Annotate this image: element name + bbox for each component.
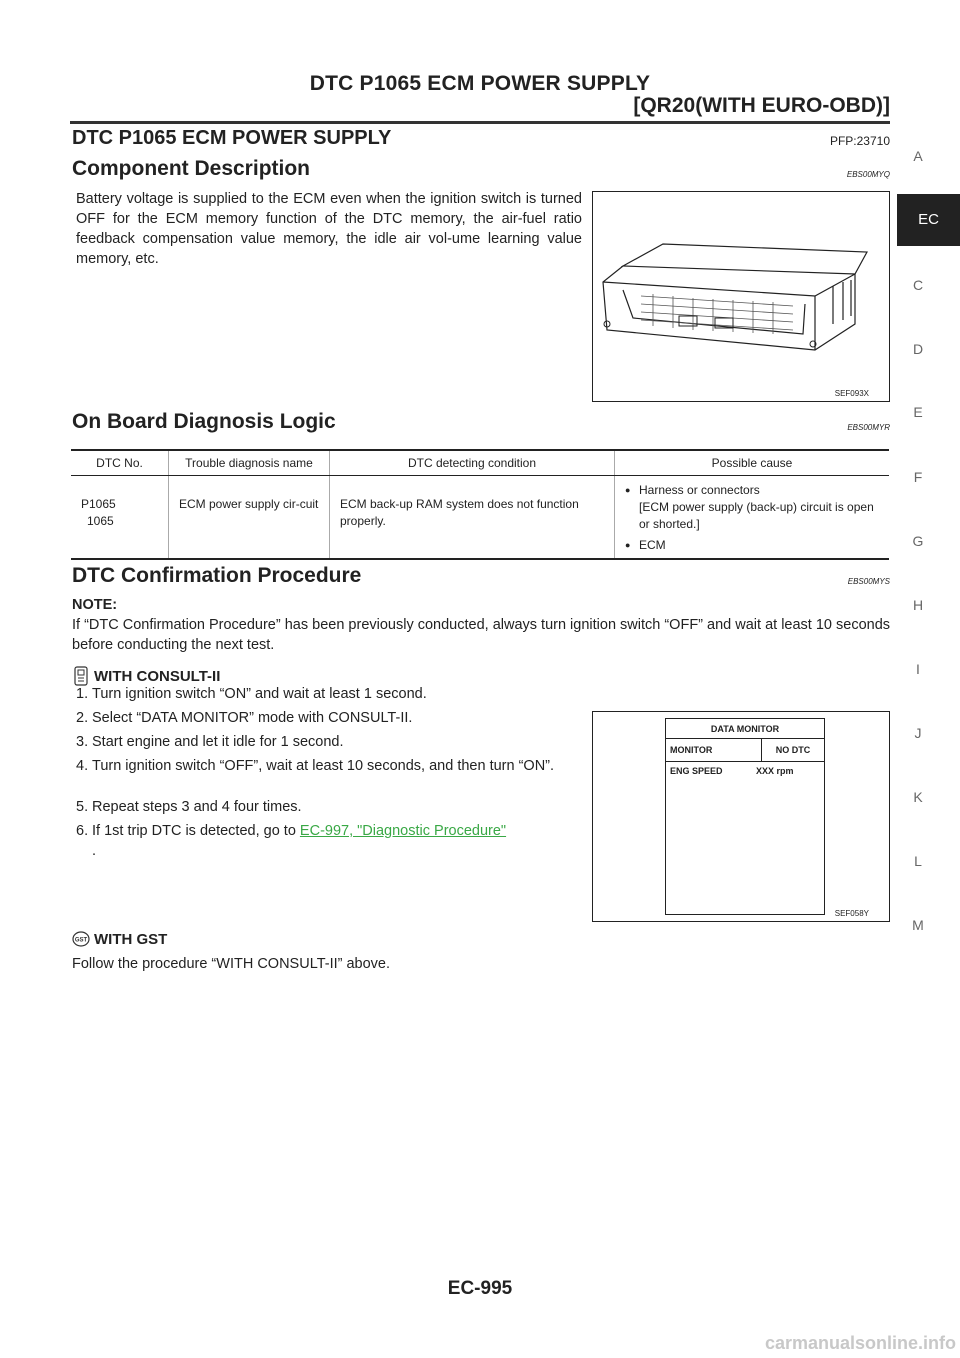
cause-harness-detail: [ECM power supply (back-up) circuit is open or shorted.] [639,500,874,531]
monitor-item: ENG SPEED [670,766,723,776]
monitor-figure-label: SEF058Y [834,909,869,918]
component-heading: Component Description [72,157,311,180]
gst-title: WITH GST [94,930,168,948]
confirm-heading: DTC Confirmation Procedure [72,564,362,587]
obd-logic-table [71,451,889,560]
running-header-title: DTC P1065 ECM POWER SUPPLY [309,72,651,95]
dtc-number: P1065 [81,497,116,511]
step-3 [76,732,582,752]
side-tab-e[interactable]: E [913,404,923,420]
table-header-row [71,451,889,476]
step-text: Turn ignition switch “OFF”, wait at least 10 seconds, and then turn “ON”. [92,758,555,774]
gst-icon [72,930,90,948]
cause-harness: Harness or connectors [639,483,760,497]
side-tab-h[interactable]: H [912,597,924,613]
monitor-item-row [666,762,824,780]
side-tab-c[interactable]: C [912,277,924,293]
component-figure-label: SEF093X [834,389,869,398]
cause-list [625,482,883,554]
col-trouble-name: Trouble diagnosis name [169,451,330,476]
component-code: EBS00MYQ [846,170,890,179]
data-monitor-figure [592,711,890,922]
step-number: 6. [76,823,89,839]
dtc-number-alt: 1065 [87,514,114,528]
step-text: Repeat steps 3 and 4 four times. [92,799,302,815]
step-text: Select “DATA MONITOR” mode with CONSULT-II. [92,710,413,726]
diagnostic-procedure-link[interactable]: EC-997, "Diagnostic Procedure" [299,823,507,839]
side-tab-m[interactable]: M [912,917,924,933]
monitor-col1: MONITOR [670,745,713,755]
step-text-end: . [92,843,97,859]
confirm-code: EBS00MYS [847,577,890,586]
side-tab-l[interactable]: L [914,853,922,869]
col-dtc-no: DTC No. [71,451,169,476]
cell-dtc-no [71,476,169,560]
obd-code: EBS00MYR [847,423,890,432]
step-6-body [92,821,582,861]
header-rule [70,121,890,124]
side-tab-d[interactable]: D [912,341,924,357]
cell-detect-condition: ECM back-up RAM system does not function properly. [330,476,615,560]
step-6 [76,821,582,861]
monitor-screen [665,718,825,915]
list-item [625,482,883,533]
side-tab-i[interactable]: I [916,661,920,677]
page-number: EC-995 [447,1278,513,1299]
pfp-code: PFP:23710 [829,134,890,148]
side-tab-k[interactable]: K [913,789,923,805]
table-row [71,476,889,560]
consult-title: WITH CONSULT-II [94,667,221,685]
monitor-title: DATA MONITOR [666,719,824,739]
list-item [625,537,883,554]
running-header-subtitle: [QR20(WITH EURO-OBD)] [633,94,890,117]
note-text: If “DTC Confirmation Procedure” has been previously conducted, always turn ignition switch “OFF” and wait at least 10 seconds before conducting the next test. [72,617,891,653]
svg-text:GST: GST [74,937,88,944]
step-number: 2. [76,710,89,726]
watermark: carmanualsonline.info [764,1333,956,1353]
step-number: 3. [76,734,89,750]
col-detect-condition: DTC detecting condition [330,451,615,476]
step-text: Turn ignition switch “ON” and wait at least 1 second. [92,686,427,702]
monitor-value: XXX rpm [756,766,794,776]
obd-heading: On Board Diagnosis Logic [72,410,336,433]
cell-possible-cause [615,476,890,560]
side-tab-j[interactable]: J [914,725,922,741]
step-2 [76,708,582,728]
note-label: NOTE: [72,597,118,613]
gst-title-row [72,930,167,948]
cause-ecm: ECM [639,538,666,552]
step-1 [76,684,582,704]
step-text: Start engine and let it idle for 1 second. [92,734,344,750]
step-number: 5. [76,799,89,815]
ecm-unit-illustration [593,192,889,401]
step-number: 1. [76,686,89,702]
gst-text: Follow the procedure “WITH CONSULT-II” above. [72,956,391,972]
step-text: If 1st trip DTC is detected, go to [92,823,300,839]
component-text: Battery voltage is supplied to the ECM even when the ignition switch is turned OFF for the ECM memory function of the DTC memory, the air-fuel ratio feedback compensation value memory, the idle air vol-ume learning value memory, etc. [76,191,582,267]
side-tab-a[interactable]: A [913,148,923,164]
side-tab-f[interactable]: F [913,469,923,485]
col-possible-cause: Possible cause [615,451,890,476]
side-tab-ec-active[interactable]: EC [897,194,960,246]
monitor-col2: NO DTC [761,739,824,761]
step-number: 4. [76,758,89,774]
step-5 [76,797,582,817]
section-title: DTC P1065 ECM POWER SUPPLY [72,127,392,149]
step-4 [76,756,582,776]
monitor-header-row [666,739,824,762]
ecm-figure [592,191,890,402]
cell-trouble-name: ECM power supply cir-cuit [169,476,330,560]
side-tab-g[interactable]: G [912,533,924,549]
